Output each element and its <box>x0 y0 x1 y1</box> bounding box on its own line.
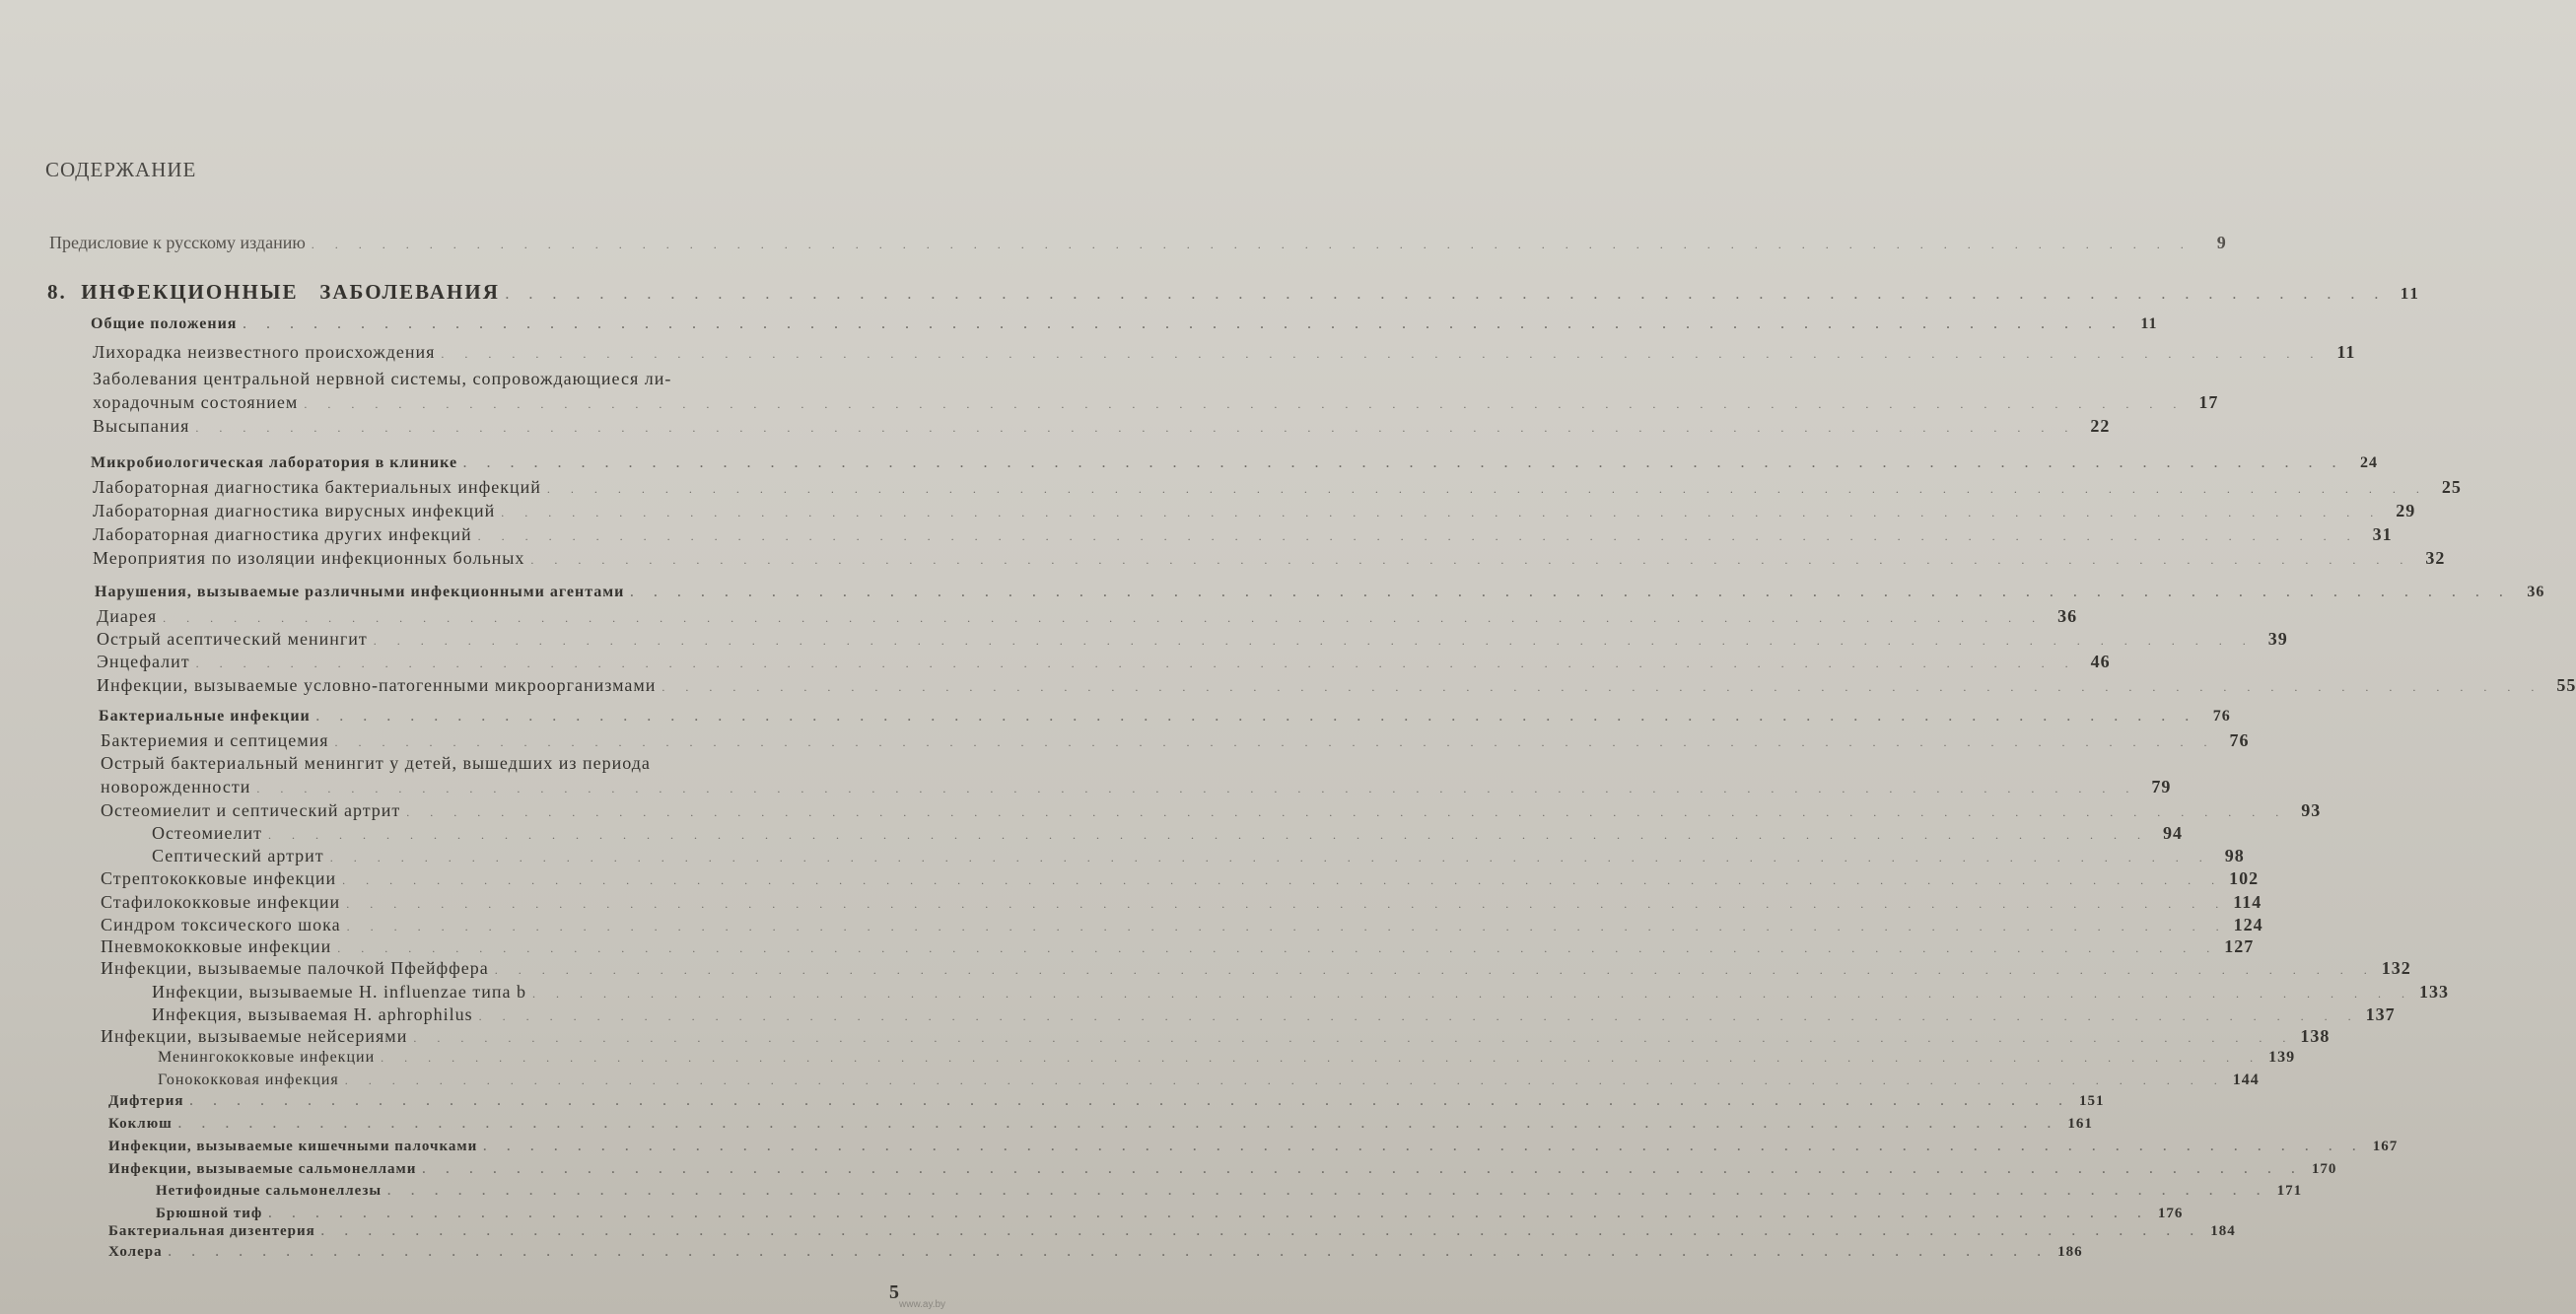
toc-entry[interactable] <box>101 936 2255 957</box>
leader-dots: . . . . . . . . . . . . . . . . . . . . . . . . . . . . . . . . . . . . . . . . . . . . . . . . . . . . . . . . . . . . . . . . . . . . . . . . . . . . . . . . <box>387 1184 2269 1198</box>
toc-entry[interactable] <box>97 652 2111 672</box>
toc-entry-title: Инфекции, вызываемые H. influenzae типа b <box>152 982 527 1002</box>
leader-dots: . . . . . . . . . . . . . . . . . . . . . . . . . . . . . . . . . . . . . . . . . . . . . . . . . . . . . . . . . . . . . . . . . . . . . . . . . . . . . . . . <box>501 506 2383 519</box>
leader-dots: . . . . . . . . . . . . . . . . . . . . . . . . . . . . . . . . . . . . . . . . . . . . . . . . . . . . . . . . . . . . . . . . . . . . . . . . . . . . . . . . <box>406 805 2288 819</box>
toc-entry-first-line: Заболевания центральной нервной системы, сопровождающиеся ли- <box>93 369 672 388</box>
toc-entry-title: Бактериемия и септицемия <box>101 730 329 750</box>
toc-entry[interactable] <box>156 1183 2303 1200</box>
leader-dots: . . . . . . . . . . . . . . . . . . . . . . . . . . . . . . . . . . . . . . . . . . . . . . . . . . . . . . . . . . . . . . . . . . . . . . . . . . . . . . . . <box>315 710 2197 724</box>
toc-entry-title: Лабораторная диагностика других инфекций <box>93 524 472 544</box>
watermark: www.ay.by <box>899 1299 946 1310</box>
toc-entry-title: Диарея <box>97 606 158 626</box>
toc-entry-title: Холера <box>108 1244 163 1260</box>
leader-dots: . . . . . . . . . . . . . . . . . . . . . . . . . . . . . . . . . . . . . . . . . . . . . . . . . . . . . . . . . . . . . . . . . . . . . . . . . . . . . . . . <box>320 1224 2202 1238</box>
toc-entry-title: Стафилококковые инфекции <box>101 892 341 912</box>
toc-entry-page: 76 <box>2212 708 2231 725</box>
toc-entry-page: 161 <box>2067 1116 2093 1132</box>
leader-dots: . . . . . . . . . . . . . . . . . . . . . . . . . . . . . . . . . . . . . . . . . . . . . . . . . . . . . . . . . . . . . . . . . . . . . . . . . . . . . . . . <box>381 1051 2263 1065</box>
toc-entry-page: 114 <box>2233 892 2263 912</box>
leader-dots: . . . . . . . . . . . . . . . . . . . . . . . . . . . . . . . . . . . . . . . . . . . . . . . . . . . . . . . . . . . . . . . . . . . . . . . . . . . . . . . . <box>530 553 2412 567</box>
toc-entry[interactable] <box>108 1139 2399 1155</box>
leader-dots: . . . . . . . . . . . . . . . . . . . . . . . . . . . . . . . . . . . . . . . . . . . . . . . . . . . . . . . . . . . . . . . . . . . . . . . . . . . . . . . . <box>661 680 2543 694</box>
toc-entry[interactable] <box>93 392 2219 413</box>
toc-intro-page: 9 <box>2216 233 2226 252</box>
toc-entry[interactable] <box>101 1026 2331 1047</box>
toc-entry-title: Бактериальная дизентерия <box>108 1223 315 1239</box>
toc-entry-page: 76 <box>2229 730 2250 750</box>
toc-entry-title: Энцефалит <box>97 652 190 671</box>
toc-entry[interactable] <box>93 548 2446 569</box>
toc-entry-title: Инфекции, вызываемые палочкой Пфейффера <box>101 958 489 978</box>
leader-dots: . . . . . . . . . . . . . . . . . . . . . . . . . . . . . . . . . . . . . . . . . . . . . . . . . . . . . . . . . . . . . . . . . . . . . . . . . . . . . . . . <box>195 421 2077 435</box>
toc-entry[interactable] <box>108 1244 2083 1261</box>
toc-chapter-text: 8. ИНФЕКЦИОННЫЕ ЗАБОЛЕВАНИЯ <box>47 280 500 304</box>
toc-entry-title: Инфекции, вызываемые сальмонеллами <box>108 1161 417 1177</box>
toc-entry-page: 171 <box>2276 1183 2303 1199</box>
leader-dots: . . . . . . . . . . . . . . . . . . . . . . . . . . . . . . . . . . . . . . . . . . . . . . . . . . . . . . . . . . . . . . . . . . . . . . . . . . . . . . . . <box>413 1031 2295 1045</box>
toc-entry[interactable] <box>97 675 2576 696</box>
toc-entry-title: Брюшной тиф <box>156 1206 263 1221</box>
toc-entry[interactable] <box>101 777 2172 797</box>
toc-entry-title: Высыпания <box>93 416 190 436</box>
leader-dots: . . . . . . . . . . . . . . . . . . . . . . . . . . . . . . . . . . . . . . . . . . . . . . . . . . . . . . . . . . . . . . . . . . . . . . . . . . . . . . . . <box>177 1117 2059 1131</box>
toc-entry-title: Нетифоидные сальмонеллезы <box>156 1183 383 1199</box>
toc-entry[interactable] <box>152 823 2183 844</box>
leader-dots: . . . . . . . . . . . . . . . . . . . . . . . . . . . . . . . . . . . . . . . . . . . . . . . . . . . . . . . . . . . . . . . . . . . . . . . . . . . . . . . . <box>168 1245 2050 1259</box>
toc-entry-page: 11 <box>2336 342 2356 362</box>
toc-entry[interactable] <box>93 416 2111 437</box>
toc-entry-page: 46 <box>2090 652 2111 671</box>
toc-entry-title: Лихорадка неизвестного происхождения <box>93 342 436 362</box>
toc-entry-page: 94 <box>2163 823 2183 843</box>
leader-dots: . . . . . . . . . . . . . . . . . . . . . . . . . . . . . . . . . . . . . . . . . . . . . . . . . . . . . . . . . . . . . . . . . . . . . . . . . . . . . . . . <box>422 1162 2304 1176</box>
leader-dots: . . . . . . . . . . . . . . . . . . . . . . . . . . . . . . . . . . . . . . . . . . . . . . . . . . . . . . . . . . . . . . . . . . . . . . . . . . . . . . . . <box>268 828 2149 842</box>
leader-dots: . . . . . . . . . . . . . . . . . . . . . . . . . . . . . . . . . . . . . . . . . . . . . . . . . . . . . . . . . . . . . . . . . . . . . . . . . . . . . . . . <box>189 1094 2071 1108</box>
toc-entry-page: 11 <box>2140 315 2158 332</box>
toc-entry-page: 25 <box>2441 477 2462 497</box>
toc-entry[interactable] <box>101 958 2411 979</box>
toc-entry-page: 39 <box>2267 629 2288 649</box>
toc-entry[interactable] <box>93 501 2416 521</box>
leader-dots: . . . . . . . . . . . . . . . . . . . . . . . . . . . . . . . . . . . . . . . . . . . . . . . . . . . . . . . . . . . . . . . . . . . . . . . . . . . . . . . . <box>344 1073 2226 1087</box>
leader-dots: . . . . . . . . . . . . . . . . . . . . . . . . . . . . . . . . . . . . . . . . . . . . . . . . . . . . . . . . . . . . . . . . . . . . . . . . . . . . . . . . <box>505 288 2387 302</box>
toc-entry-title: Синдром токсического шока <box>101 915 341 934</box>
toc-intro-text: Предисловие к русскому изданию <box>49 233 306 252</box>
toc-entry[interactable] <box>156 1206 2184 1222</box>
leader-dots: . . . . . . . . . . . . . . . . . . . . . . . . . . . . . . . . . . . . . . . . . . . . . . . . . . . . . . . . . . . . . . . . . . . . . . . . . . . . . . . . <box>268 1207 2150 1220</box>
toc-entry[interactable] <box>101 892 2263 913</box>
toc-entry-page: 124 <box>2233 915 2263 934</box>
toc-entry-title: Бактериальные инфекции <box>99 708 311 725</box>
toc-entry-title: новорожденности <box>101 777 251 796</box>
toc-entry-page: 144 <box>2232 1072 2260 1088</box>
toc-entry[interactable] <box>93 524 2393 545</box>
toc-entry[interactable] <box>152 1004 2396 1025</box>
toc-entry-page: 151 <box>2078 1093 2105 1109</box>
toc-entry[interactable] <box>91 454 2379 472</box>
leader-dots: . . . . . . . . . . . . . . . . . . . . . . . . . . . . . . . . . . . . . . . . . . . . . . . . . . . . . . . . . . . . . . . . . . . . . . . . . . . . . . . . <box>334 735 2216 749</box>
toc-entry-page: 93 <box>2301 800 2322 820</box>
toc-entry-title: Дифтерия <box>108 1093 184 1109</box>
leader-dots: . . . . . . . . . . . . . . . . . . . . . . . . . . . . . . . . . . . . . . . . . . . . . . . . . . . . . . . . . . . . . . . . . . . . . . . . . . . . . . . . <box>342 873 2224 887</box>
toc-entry[interactable] <box>97 629 2288 650</box>
toc-entry-page: 55 <box>2556 675 2576 695</box>
page-number: 5 <box>889 1281 899 1303</box>
toc-entry[interactable] <box>91 315 2158 333</box>
leader-dots: . . . . . . . . . . . . . . . . . . . . . . . . . . . . . . . . . . . . . . . . . . . . . . . . . . . . . . . . . . . . . . . . . . . . . . . . . . . . . . . . <box>478 1009 2360 1023</box>
toc-entry[interactable] <box>152 846 2245 866</box>
toc-entry[interactable] <box>101 868 2260 889</box>
leader-dots: . . . . . . . . . . . . . . . . . . . . . . . . . . . . . . . . . . . . . . . . . . . . . . . . . . . . . . . . . . . . . . . . . . . . . . . . . . . . . . . . <box>256 782 2138 795</box>
toc-entry[interactable] <box>99 708 2231 726</box>
leader-dots: . . . . . . . . . . . . . . . . . . . . . . . . . . . . . . . . . . . . . . . . . . . . . . . . . . . . . . . . . . . . . . . . . . . . . . . . . . . . . . . . <box>243 317 2124 331</box>
toc-entry[interactable] <box>108 1093 2105 1110</box>
toc-entry-title: Мероприятия по изоляции инфекционных больных <box>93 548 525 568</box>
toc-entry[interactable] <box>101 800 2322 821</box>
toc-entry-title: Лабораторная диагностика бактериальных инфекций <box>93 477 541 497</box>
toc-entry[interactable] <box>101 730 2250 751</box>
toc-entry-page: 24 <box>2360 454 2379 471</box>
toc-entry-page: 127 <box>2224 936 2255 956</box>
toc-entry-page: 36 <box>2057 606 2078 626</box>
leader-dots: . . . . . . . . . . . . . . . . . . . . . . . . . . . . . . . . . . . . . . . . . . . . . . . . . . . . . . . . . . . . . . . . . . . . . . . . . . . . . . . . <box>441 347 2323 361</box>
toc-entry-page: 102 <box>2229 868 2260 888</box>
toc-entry-page: 31 <box>2372 524 2393 544</box>
toc-entry-title: Остеомиелит <box>152 823 262 843</box>
page-title: СОДЕРЖАНИЕ <box>45 158 197 181</box>
leader-dots: . . . . . . . . . . . . . . . . . . . . . . . . . . . . . . . . . . . . . . . . . . . . . . . . . . . . . . . . . . . . . . . . . . . . . . . . . . . . . . . . <box>546 482 2428 496</box>
toc-entry-page: 139 <box>2268 1049 2296 1066</box>
toc-entry-title: Инфекции, вызываемые кишечными палочками <box>108 1139 478 1154</box>
toc-entry-page: 170 <box>2311 1161 2337 1177</box>
toc-entry-page: 79 <box>2151 777 2172 796</box>
toc-entry-title: Гонококковая инфекция <box>158 1072 339 1088</box>
toc-entry-page: 32 <box>2425 548 2446 568</box>
toc-entry-page: 133 <box>2419 982 2450 1002</box>
toc-entry-page: 137 <box>2365 1004 2396 1024</box>
toc-entry-page: 186 <box>2057 1244 2083 1260</box>
toc-entry-page: 184 <box>2210 1223 2236 1239</box>
toc-entry[interactable] <box>95 584 2545 601</box>
toc-entry[interactable] <box>97 606 2078 627</box>
leader-dots: . . . . . . . . . . . . . . . . . . . . . . . . . . . . . . . . . . . . . . . . . . . . . . . . . . . . . . . . . . . . . . . . . . . . . . . . . . . . . . . . <box>163 611 2045 625</box>
toc-entry[interactable] <box>101 915 2263 935</box>
toc-entry-title: Стрептококковые инфекции <box>101 868 337 888</box>
toc-entry[interactable] <box>108 1161 2337 1178</box>
toc-entry-title: Остеомиелит и септический артрит <box>101 800 401 820</box>
leader-dots: . . . . . . . . . . . . . . . . . . . . . . . . . . . . . . . . . . . . . . . . . . . . . . . . . . . . . . . . . . . . . . . . . . . . . . . . . . . . . . . . <box>337 941 2219 955</box>
toc-entry-title: Пневмококковые инфекции <box>101 936 332 956</box>
leader-dots: . . . . . . . . . . . . . . . . . . . . . . . . . . . . . . . . . . . . . . . . . . . . . . . . . . . . . . . . . . . . . . . . . . . . . . . . . . . . . . . . <box>346 920 2228 934</box>
toc-entry[interactable] <box>152 982 2450 1003</box>
toc-entry-first-line: Острый бактериальный менингит у детей, вышедших из периода <box>101 753 651 773</box>
toc-entry-title: Инфекции, вызываемые нейсериями <box>101 1026 408 1046</box>
toc-entry-page: 17 <box>2198 392 2219 412</box>
toc-entry-page: 138 <box>2300 1026 2331 1046</box>
toc-entry-page: 176 <box>2157 1206 2184 1221</box>
leader-dots: . . . . . . . . . . . . . . . . . . . . . . . . . . . . . . . . . . . . . . . . . . . . . . . . . . . . . . . . . . . . . . . . . . . . . . . . . . . . . . . . <box>463 456 2345 470</box>
leader-dots: . . . . . . . . . . . . . . . . . . . . . . . . . . . . . . . . . . . . . . . . . . . . . . . . . . . . . . . . . . . . . . . . . . . . . . . . . . . . . . . . <box>483 1140 2365 1153</box>
toc-entry-title: хорадочным состоянием <box>93 392 299 412</box>
leader-dots: . . . . . . . . . . . . . . . . . . . . . . . . . . . . . . . . . . . . . . . . . . . . . . . . . . . . . . . . . . . . . . . . . . . . . . . . . . . . . . . . <box>373 634 2255 648</box>
leader-dots: . . . . . . . . . . . . . . . . . . . . . . . . . . . . . . . . . . . . . . . . . . . . . . . . . . . . . . . . . . . . . . . . . . . . . . . . . . . . . . . . <box>494 963 2376 977</box>
leader-dots: . . . . . . . . . . . . . . . . . . . . . . . . . . . . . . . . . . . . . . . . . . . . . . . . . . . . . . . . . . . . . . . . . . . . . . . . . . . . . . . . <box>477 529 2359 543</box>
toc-entry[interactable] <box>158 1072 2260 1089</box>
toc-entry-title: Септический артрит <box>152 846 324 865</box>
leader-dots: . . . . . . . . . . . . . . . . . . . . . . . . . . . . . . . . . . . . . . . . . . . . . . . . . . . . . . . . . . . . . . . . . . . . . . . . . . . . . . . . <box>532 987 2414 1001</box>
toc-chapter-page: 11 <box>2400 284 2420 303</box>
toc-entry[interactable] <box>108 1116 2093 1133</box>
toc-entry-page: 22 <box>2090 416 2111 436</box>
toc-entry-page: 29 <box>2396 501 2416 520</box>
leader-dots: . . . . . . . . . . . . . . . . . . . . . . . . . . . . . . . . . . . . . . . . . . . . . . . . . . . . . . . . . . . . . . . . . . . . . . . . . . . . . . . . <box>630 586 2512 599</box>
leader-dots: . . . . . . . . . . . . . . . . . . . . . . . . . . . . . . . . . . . . . . . . . . . . . . . . . . . . . . . . . . . . . . . . . . . . . . . . . . . . . . . . <box>329 851 2211 864</box>
toc-entry-title: Острый асептический менингит <box>97 629 368 649</box>
toc-entry-title: Инфекции, вызываемые условно-патогенными микроорганизмами <box>97 675 657 695</box>
toc-entry-page: 98 <box>2224 846 2245 865</box>
toc-entry-title: Общие положения <box>91 315 238 332</box>
toc-entry-title: Менингококковые инфекции <box>158 1049 376 1066</box>
toc-entry-page: 36 <box>2527 584 2545 600</box>
toc-entry-page: 167 <box>2372 1139 2399 1154</box>
toc-entry[interactable] <box>93 342 2356 363</box>
toc-entry-title: Нарушения, вызываемые различными инфекционными агентами <box>95 584 625 600</box>
leader-dots: . . . . . . . . . . . . . . . . . . . . . . . . . . . . . . . . . . . . . . . . . . . . . . . . . . . . . . . . . . . . . . . . . . . . . . . . . . . . . . . . <box>195 657 2077 670</box>
toc-entry-title: Инфекция, вызываемая H. aphrophilus <box>152 1004 473 1024</box>
leader-dots: . . . . . . . . . . . . . . . . . . . . . . . . . . . . . . . . . . . . . . . . . . . . . . . . . . . . . . . . . . . . . . . . . . . . . . . . . . . . . . . . <box>311 238 2193 251</box>
toc-entry-title: Лабораторная диагностика вирусных инфекций <box>93 501 496 520</box>
toc-entry-title: Микробиологическая лаборатория в клинике <box>91 454 458 471</box>
leader-dots: . . . . . . . . . . . . . . . . . . . . . . . . . . . . . . . . . . . . . . . . . . . . . . . . . . . . . . . . . . . . . . . . . . . . . . . . . . . . . . . . <box>346 897 2228 911</box>
leader-dots: . . . . . . . . . . . . . . . . . . . . . . . . . . . . . . . . . . . . . . . . . . . . . . . . . . . . . . . . . . . . . . . . . . . . . . . . . . . . . . . . <box>304 397 2186 411</box>
toc-intro[interactable] <box>49 233 2226 253</box>
toc-entry[interactable] <box>108 1223 2236 1240</box>
toc-entry[interactable] <box>93 477 2462 498</box>
toc-entry-title: Коклюш <box>108 1116 173 1132</box>
toc-entry[interactable] <box>158 1049 2296 1067</box>
toc-chapter[interactable] <box>47 280 2420 305</box>
toc-entry-page: 132 <box>2381 958 2411 978</box>
